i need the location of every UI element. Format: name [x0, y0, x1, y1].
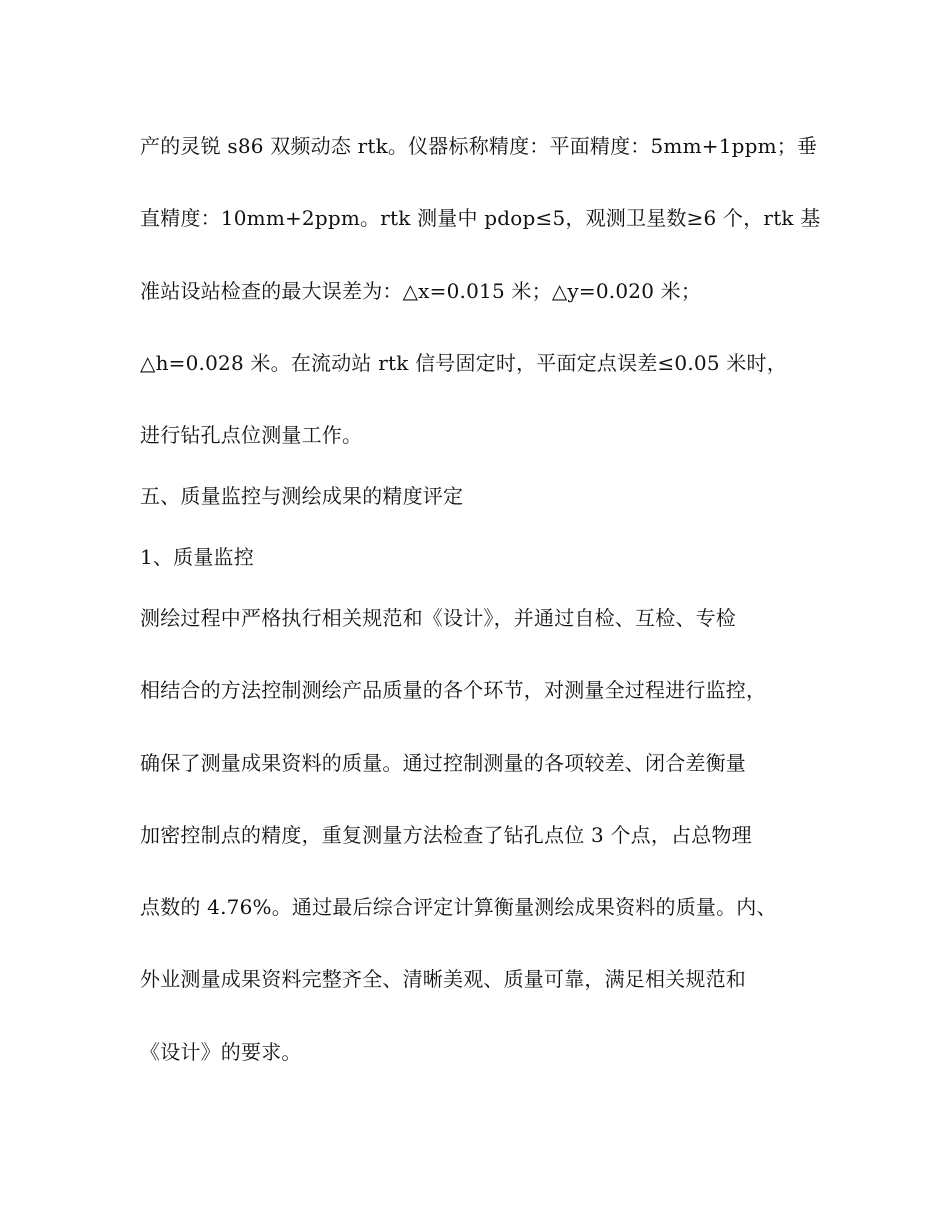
paragraph-line: 点数的 4.76%。通过最后综合评定计算衡量测绘成果资料的质量。内、 — [140, 895, 777, 919]
paragraph-line: 产的灵锐 s86 双频动态 rtk。仪器标称精度：平面精度：5mm+1ppm；垂 — [140, 134, 818, 158]
subsection-heading: 1、质量监控 — [140, 545, 254, 569]
paragraph-line: 准站设站检查的最大误差为：△x=0.015 米；△y=0.020 米； — [140, 279, 702, 303]
paragraph-line: △h=0.028 米。在流动站 rtk 信号固定时，平面定点误差≤0.05 米时， — [140, 351, 787, 375]
paragraph-line: 确保了测量成果资料的质量。通过控制测量的各项较差、闭合差衡量 — [140, 751, 746, 775]
paragraph-line: 直精度：10mm+2ppm。rtk 测量中 pdop≤5，观测卫星数≥6 个，rtk 基 — [140, 206, 821, 230]
paragraph-line: 进行钻孔点位测量工作。 — [140, 423, 363, 447]
paragraph-line: 测绘过程中严格执行相关规范和《设计》，并通过自检、互检、专检 — [140, 606, 736, 630]
paragraph-line: 《设计》的要求。 — [140, 1040, 302, 1064]
section-heading: 五、质量监控与测绘成果的精度评定 — [140, 484, 464, 508]
paragraph-line: 相结合的方法控制测绘产品质量的各个环节，对测量全过程进行监控， — [140, 678, 767, 702]
paragraph-line: 加密控制点的精度，重复测量方法检查了钻孔点位 3 个点，占总物理 — [140, 823, 752, 847]
paragraph-line: 外业测量成果资料完整齐全、清晰美观、质量可靠，满足相关规范和 — [140, 967, 746, 991]
